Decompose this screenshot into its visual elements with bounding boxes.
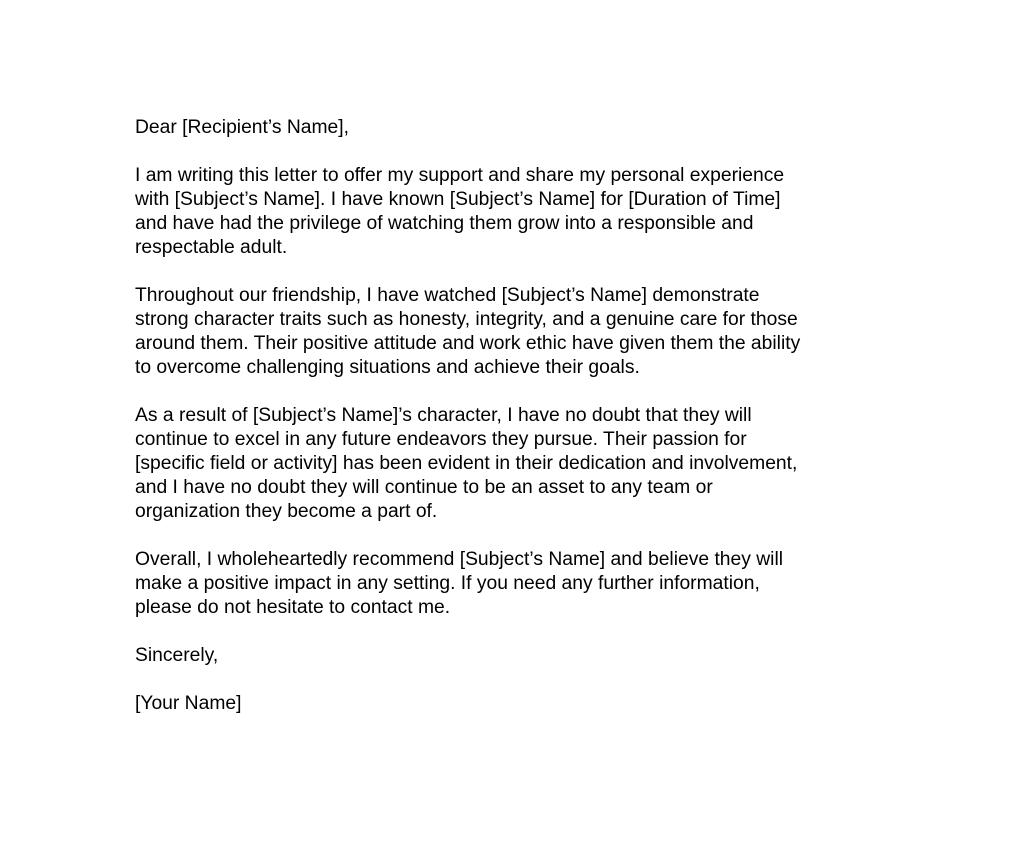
paragraph-support: I am writing this letter to offer my support and share my personal experience with [Subject’s Name]. I have known [Subject’s Name] for [Duration of Time] and have had the privilege of watching them grow into a responsible and respectable adult.	[135, 165, 785, 258]
paragraph-character: As a result of [Subject’s Name]’s character, I have no doubt that they will continue to excel in any future endeavors they pursue. Their passion for [specific field or activity] has been evident in their dedication and involvement, and I have no doubt they will continue to be an asset to any team or organization they become a part of.	[135, 405, 798, 522]
paragraph-friendship: Throughout our friendship, I have watched [Subject’s Name] demonstrate strong character traits such as honesty, integrity, and a genuine care for those around them. Their positive attitude and work ethic have given them the ability to overcome challenging situations and achieve their goals.	[135, 285, 801, 378]
salutation: Dear [Recipient’s Name],	[135, 117, 349, 138]
paragraph-recommendation: Overall, I wholeheartedly recommend [Subject’s Name] and believe they will make a positive impact in any setting. If you need any further information, please do not hesitate to contact me.	[135, 549, 784, 618]
signature: [Your Name]	[135, 693, 242, 714]
letter-body	[135, 116, 875, 716]
closing: Sincerely,	[135, 645, 219, 666]
